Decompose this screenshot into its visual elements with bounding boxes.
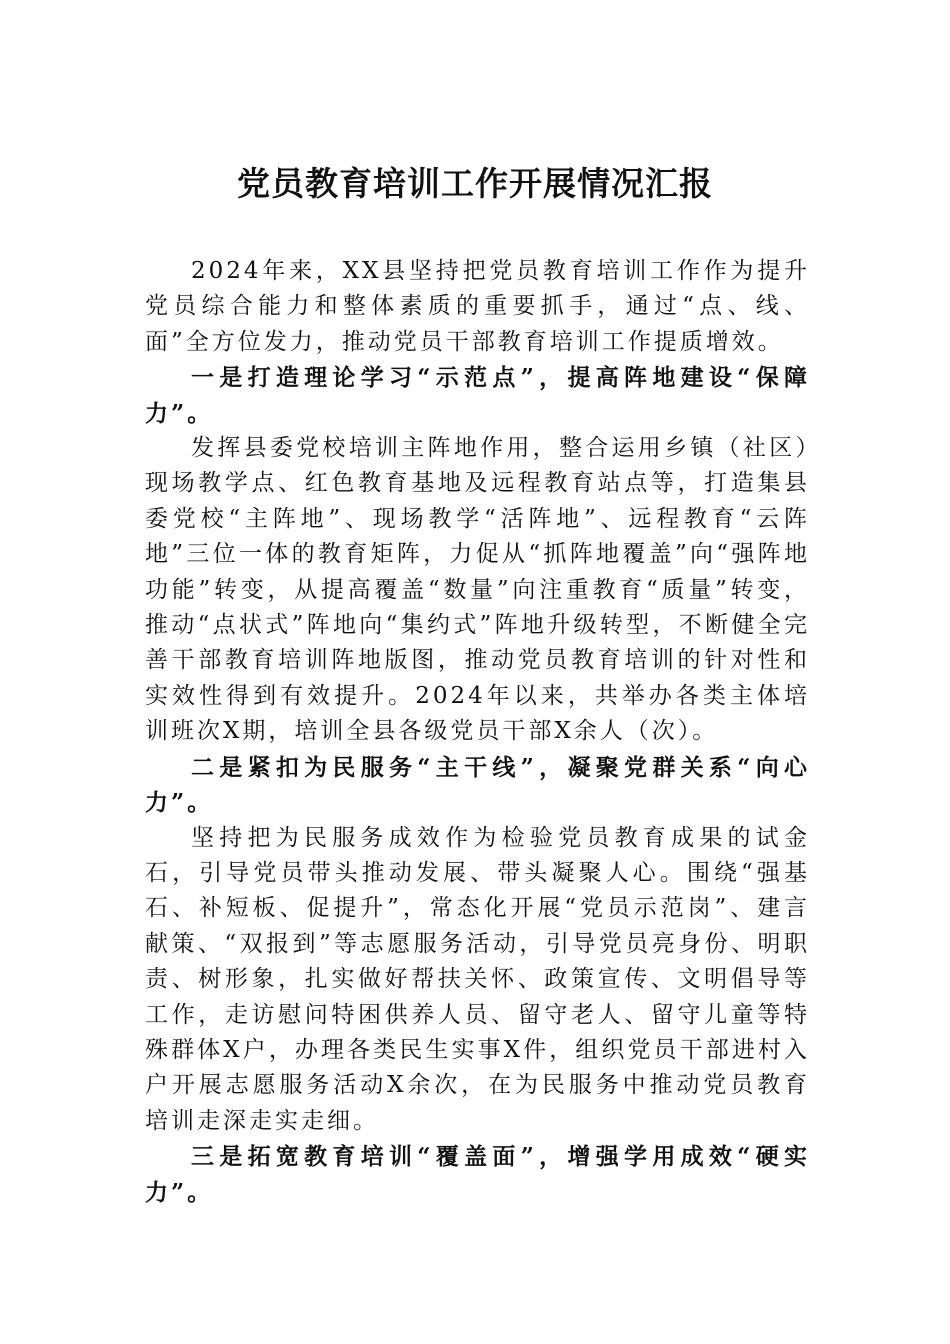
- document-title: 党员教育培训工作开展情况汇报: [237, 164, 713, 203]
- section-body-1: 发挥县委党校培训主阵地作用，整合运用乡镇（社区）现场教学点、红色教育基地及远程教育站点等，打造集县委党校“主阵地”、现场教学“活阵地”、远程教育“云阵地”三位一体的教育矩阵，力促从“抓阵地覆盖”向“强阵地功能”转变，从提高覆盖“数量”向注重教育“质量”转变，推动“点状式”阵地向“集约式”阵地升级转型，不断健全完善干部教育培训阵地版图，推动党员教育培训的针对性和实效性得到有效提升。2024年以来，共举办各类主体培训班次X期，培训全县各级党员干部X余人（次）。: [145, 435, 810, 745]
- section-heading-3: 三是拓宽教育培训“覆盖面”，增强学用成效“硬实力”。: [145, 1143, 810, 1206]
- intro-paragraph: 2024年来，XX县坚持把党员教育培训工作作为提升党员综合能力和整体素质的重要抓手，通过“点、线、面”全方位发力，推动党员干部教育培训工作提质增效。: [145, 258, 810, 355]
- section-body-2: 坚持把为民服务成效作为检验党员教育成果的试金石，引导党员带头推动发展、带头凝聚人心。围绕“强基石、补短板、促提升”，常态化开展“党员示范岗”、建言献策、“双报到”等志愿服务活动，引导党员亮身份、明职责、树形象，扎实做好帮扶关怀、政策宣传、文明倡导等工作，走访慰问特困供养人员、留守老人、留守儿童等特殊群体X户，办理各类民生实事X件，组织党员干部进村入户开展志愿服务活动X余次，在为民服务中推动党员教育培训走深走实走细。: [145, 824, 810, 1134]
- document-body: [145, 254, 810, 1210]
- section-heading-2: 二是紧扣为民服务“主干线”，凝聚党群关系“向心力”。: [145, 753, 810, 817]
- section-heading-1: 一是打造理论学习“示范点”，提高阵地建设“保障力”。: [145, 364, 810, 427]
